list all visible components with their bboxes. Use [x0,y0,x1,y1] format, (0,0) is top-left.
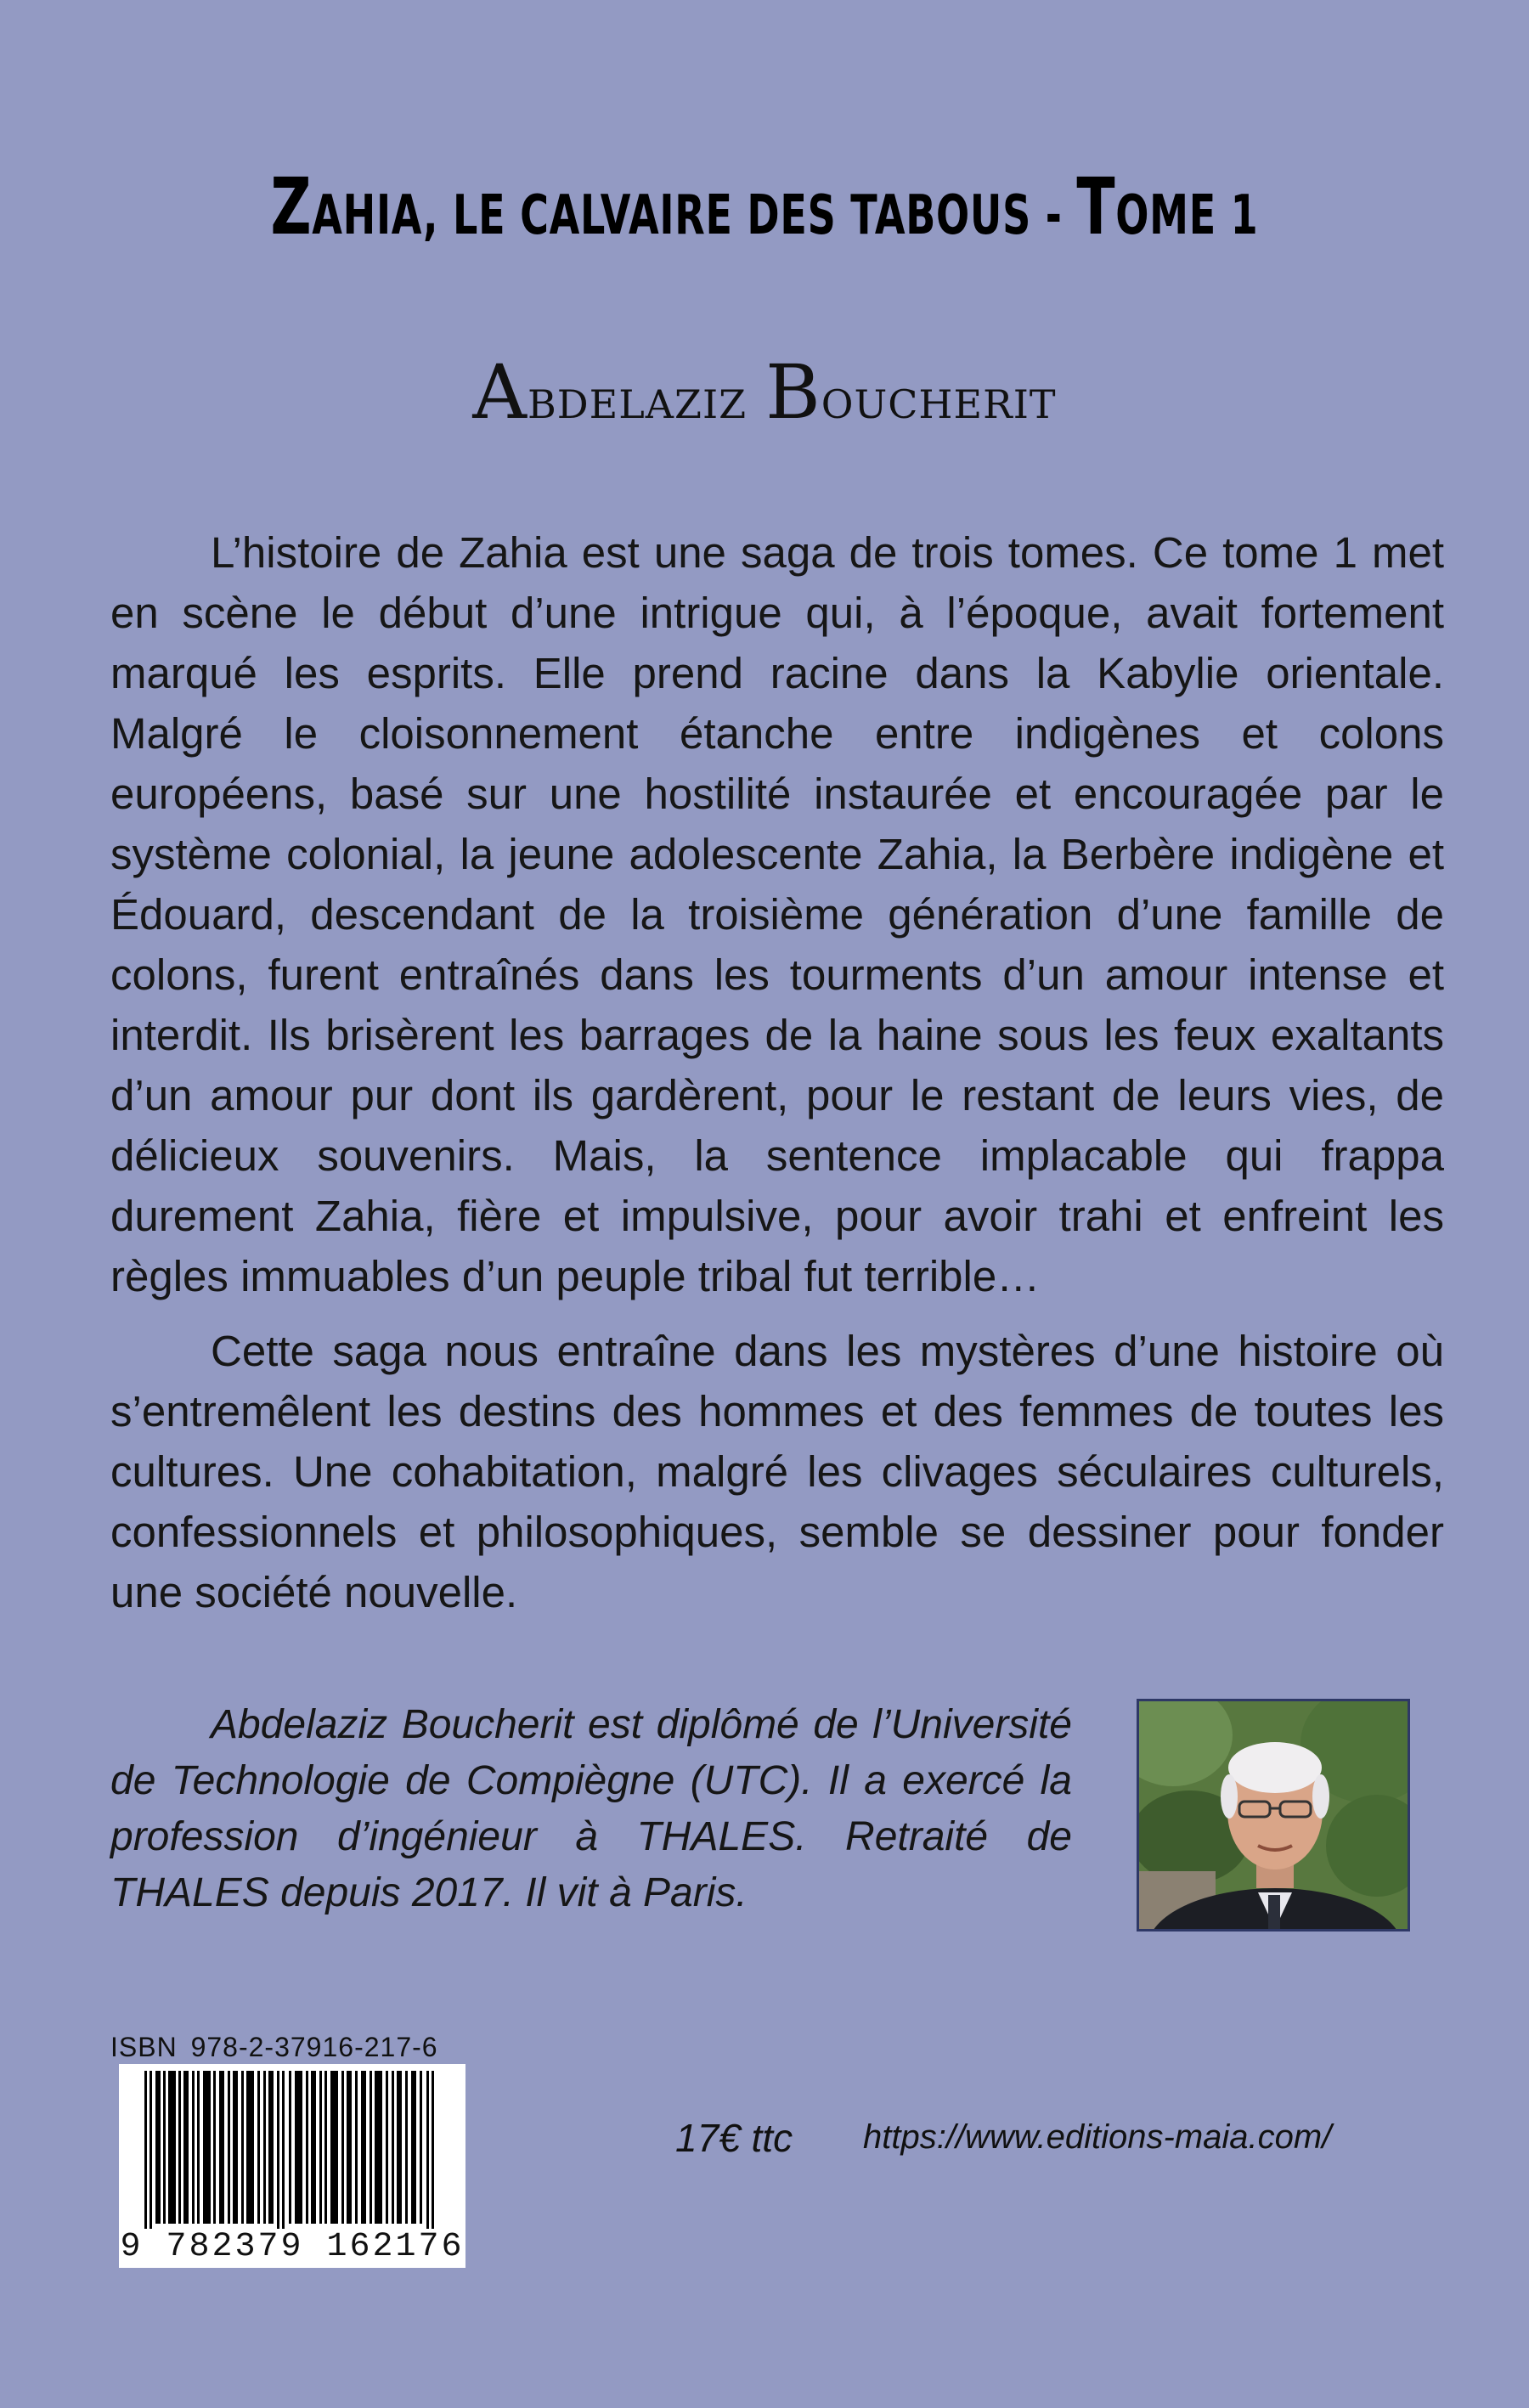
synopsis-paragraph-2: Cette saga nous entraîne dans les mystères d’une histoire où s’entremêlent les destins des hommes et des femmes de toutes les cultures. Une cohabitation, malgré les clivages séculaires culturels, confessionnels et philosophiques, semble se dessiner pour fonder une société nouvelle. [110,1327,1444,1616]
author-initial-a: A [472,348,528,436]
barcode-bars [119,2064,465,2234]
title-initial-t: T [1076,161,1116,252]
author-name [0,348,1529,436]
synopsis [110,522,1444,1637]
isbn-label: ISBN 978-2-37916-217-6 [110,2032,438,2062]
author-initial-b: B [765,348,821,436]
title-text-part2: OME 1 [1115,184,1259,247]
book-title [214,161,1315,252]
barcode-digits: 9 782379 162176 [120,2228,465,2266]
price: 17€ ttc [675,2116,793,2160]
title-text-part1: AHIA, LE CALVAIRE DES TABOUS - [312,184,1077,247]
author-first-rest: bdelaziz [527,366,766,431]
barcode [119,2064,465,2268]
author-portrait-illustration [1139,1701,1408,1929]
author-bio: Abdelaziz Boucherit est diplômé de l’Université de Technologie de Compiègne (UTC). Il a exercé la profession d’ingénieur à THALES. Retraité de THALES depuis 2017. Il vit à Paris. [110,1702,1072,1915]
publisher-url: https://www.editions-maia.com/ [863,2118,1332,2156]
author-photo [1137,1699,1410,1931]
title-initial-z: Z [270,161,313,252]
synopsis-paragraph-1: L’histoire de Zahia est une saga de trois tomes. Ce tome 1 met en scène le début d’une intrigue qui, à l’époque, avait fortement marqué les esprits. Elle prend racine dans la Kabylie orientale. Malgré le cloisonnement étanche entre indigènes et colons européens, basé sur une hostilité instaurée et encouragée par le système colonial, la jeune adolescente Zahia, la Berbère indigène et Édouard, descendant de la troisième génération d’une famille de colons, furent entraînés dans les tourments d’un amour intense et interdit. Ils brisèrent les barrages de la haine sous les feux exaltants d’un amour pur dont ils gardèrent, pour le restant de leurs vies, de délicieux souvenirs. Mais, la sentence implacable qui frappa durement Zahia, fière et impulsive, pour avoir trahi et enfreint les règles immuables d’un peuple tribal fut terrible… [110,528,1444,1300]
author-last-rest: oucherit [821,366,1057,431]
